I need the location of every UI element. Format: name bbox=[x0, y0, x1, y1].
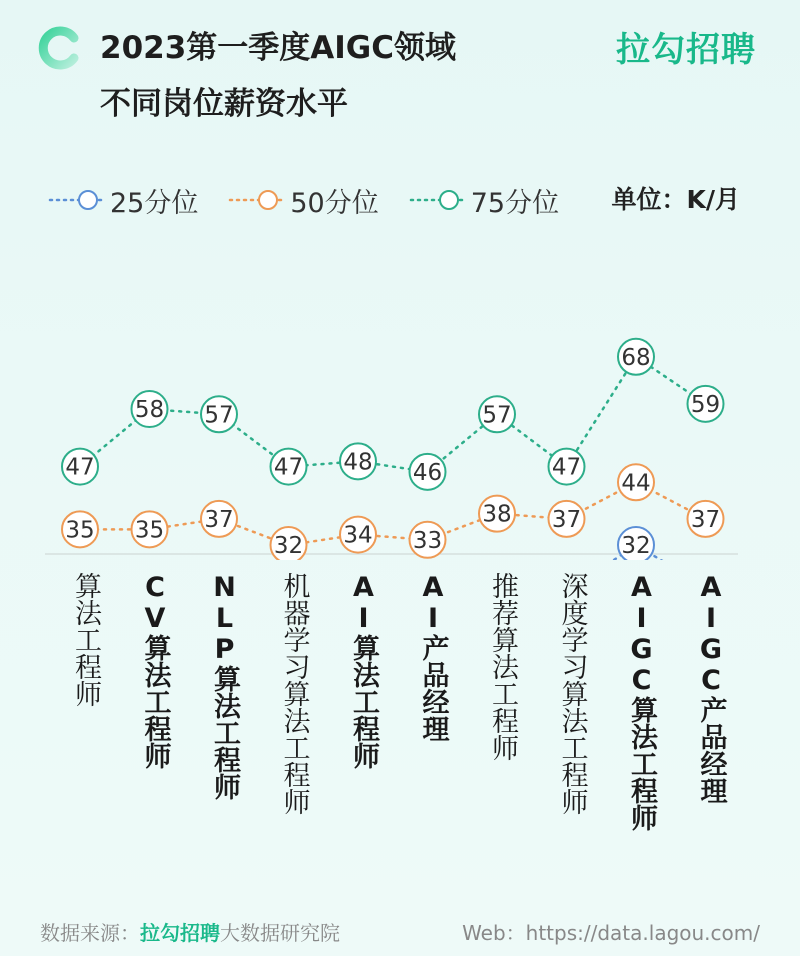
web-url: Web：https://data.lagou.com/ bbox=[462, 921, 760, 945]
data-label-p50-3: 32 bbox=[273, 533, 304, 560]
data-label-p25-8: 32 bbox=[621, 533, 651, 560]
series-line-p25 bbox=[80, 545, 706, 560]
data-label-p50-5: 33 bbox=[412, 527, 443, 554]
data-label-p75-5: 46 bbox=[412, 459, 443, 486]
legend-marker-p75 bbox=[409, 188, 465, 212]
legend-item-p25 bbox=[48, 181, 198, 220]
data-label-p75-4: 48 bbox=[343, 449, 373, 476]
x-tick-label-9: AIGC产品经理 bbox=[695, 572, 727, 804]
legend-label-p25: 25分位 bbox=[110, 187, 199, 219]
data-label-p50-0: 35 bbox=[65, 517, 95, 544]
data-label-p50-6: 38 bbox=[482, 501, 512, 528]
x-tick-label-2: NLP算法工程师 bbox=[209, 572, 240, 800]
x-tick-label-1: CV算法工程师 bbox=[139, 572, 171, 769]
line-chart bbox=[0, 240, 800, 560]
legend-item-p75 bbox=[409, 181, 559, 220]
source-brand: 拉勾招聘 bbox=[140, 921, 220, 945]
data-label-p75-6: 57 bbox=[482, 402, 512, 429]
data-label-p75-0: 47 bbox=[65, 454, 95, 481]
legend-marker-p25 bbox=[48, 188, 104, 212]
data-label-p75-7: 47 bbox=[551, 454, 582, 481]
series-line-p75 bbox=[80, 357, 706, 472]
title-line-2: 不同岗位薪资水平 bbox=[100, 86, 348, 122]
x-tick-label-3: 机器学习算法工程师 bbox=[278, 572, 310, 815]
legend-label-p75: 75分位 bbox=[470, 187, 560, 219]
legend bbox=[48, 178, 589, 222]
data-label-p50-7: 37 bbox=[551, 506, 582, 533]
data-source bbox=[40, 917, 340, 946]
x-tick-label-0: 算法工程师 bbox=[70, 572, 101, 707]
data-label-p50-1: 35 bbox=[134, 517, 165, 544]
data-label-p75-9: 59 bbox=[690, 391, 721, 418]
data-label-p75-2: 57 bbox=[204, 402, 234, 429]
x-tick-label-6: 推荐算法工程师 bbox=[487, 572, 518, 761]
x-tick-label-5: AI产品经理 bbox=[417, 572, 449, 742]
chart-title bbox=[100, 20, 456, 132]
x-tick-label-8: AIGC算法工程师 bbox=[626, 572, 657, 831]
x-tick-label-4: AI算法工程师 bbox=[348, 572, 379, 769]
data-label-p75-8: 68 bbox=[621, 344, 651, 371]
brand-logo: 拉勾招聘 bbox=[616, 30, 756, 70]
source-prefix: 数据来源： bbox=[40, 921, 140, 945]
legend-label-p50: 50分位 bbox=[290, 187, 379, 219]
source-suffix: 大数据研究院 bbox=[220, 921, 340, 945]
data-label-p50-9: 37 bbox=[690, 506, 721, 533]
series-line-p50 bbox=[80, 482, 706, 545]
unit-label: 单位：K/月 bbox=[611, 185, 740, 214]
title-line-1: 2023第一季度AIGC领域 bbox=[100, 30, 456, 66]
legend-marker-p50 bbox=[228, 188, 284, 212]
data-label-p50-8: 44 bbox=[621, 470, 651, 497]
legend-item-p50 bbox=[228, 181, 378, 220]
data-label-p50-2: 37 bbox=[204, 506, 234, 533]
data-label-p75-1: 58 bbox=[134, 397, 165, 424]
logo-icon bbox=[38, 26, 82, 70]
x-tick-label-7: 深度学习算法工程师 bbox=[556, 572, 588, 815]
data-label-p50-4: 34 bbox=[343, 522, 373, 549]
data-label-p75-3: 47 bbox=[273, 454, 304, 481]
